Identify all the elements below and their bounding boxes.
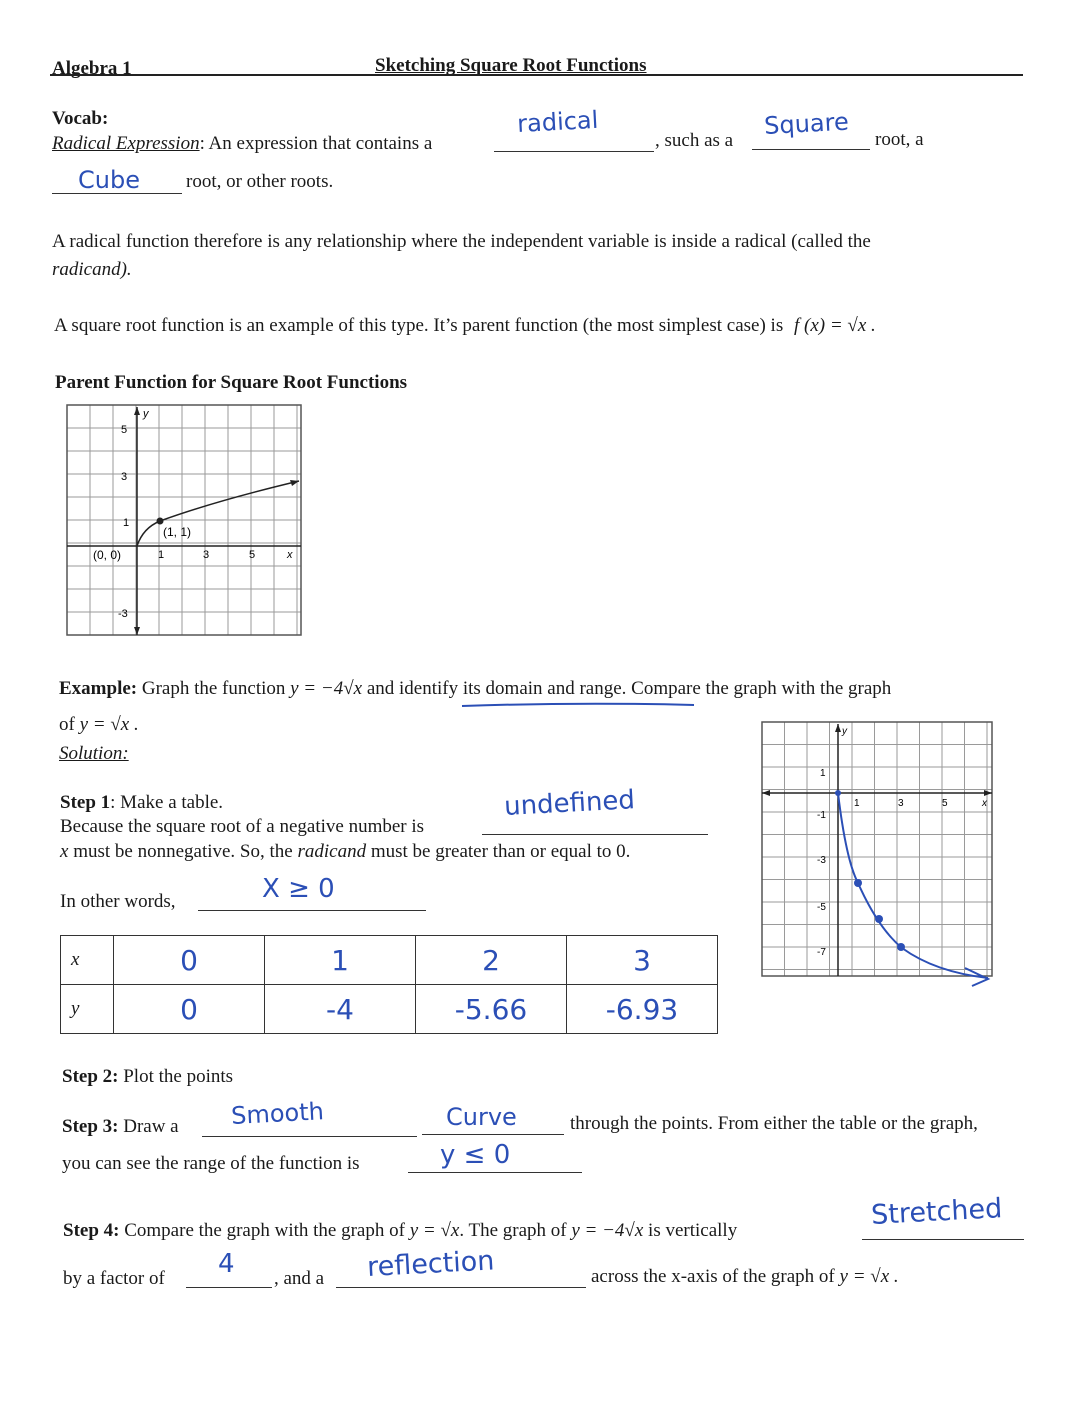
- step3-label: Step 3:: [62, 1116, 119, 1137]
- answer-reflection: reflection: [366, 1245, 496, 1283]
- step1-line1: [60, 792, 223, 814]
- step1-text: : Make a table.: [110, 792, 224, 813]
- example-graph: [760, 720, 995, 998]
- step3-text-c: you can see the range of the function is: [62, 1153, 360, 1174]
- vocab-text-c: root, a: [875, 129, 924, 150]
- radicand-text: radicand).: [52, 259, 132, 280]
- vocab-text-b: , such as a: [655, 130, 734, 151]
- step4-text-b: . The graph of: [459, 1220, 567, 1241]
- other-words-label: In other words,: [60, 891, 176, 912]
- step3-text-a: Draw a: [123, 1116, 179, 1137]
- example-tick-x1: 1: [854, 798, 860, 809]
- vocab-heading: Vocab:: [52, 108, 109, 129]
- vocab-text-a: : An expression that contains a: [199, 133, 433, 154]
- parent-y-label: y: [143, 408, 149, 420]
- step4-text-e: , and a: [274, 1268, 325, 1289]
- table-row-y: [61, 985, 718, 1034]
- square-root-text: [54, 315, 876, 337]
- blank-2: [752, 149, 870, 150]
- example-text-b: and identify its domain and range. Compare the graph with the graph: [366, 678, 892, 699]
- x-value-3: 3: [567, 936, 718, 985]
- x-var: x: [60, 841, 69, 862]
- radical-function-text: A radical function therefore is any relationship where the independent variable is inside a radical (called the: [52, 231, 871, 252]
- parent-tick-y3: 3: [121, 471, 128, 483]
- parent-function-heading: Parent Function for Square Root Functions: [55, 372, 408, 393]
- example-tick-yneg3: -3: [817, 855, 826, 866]
- y-header: y: [61, 985, 114, 1034]
- answer-square: Square: [763, 107, 850, 140]
- step2-text: Plot the points: [123, 1066, 234, 1087]
- example-tick-yneg5: -5: [817, 902, 826, 913]
- x-header: x: [61, 936, 114, 985]
- square-root-sentence: A square root function is an example of this type. It’s parent function (the most simplest case) is: [54, 315, 784, 336]
- y-value-3: -6.93: [567, 985, 718, 1034]
- step4-formula2: y = −4√x: [571, 1220, 644, 1241]
- blank-undefined: [482, 834, 708, 835]
- step4-formula3: y = √x .: [839, 1266, 899, 1287]
- step4-line2-end: [591, 1266, 899, 1288]
- blank-factor: [186, 1287, 272, 1288]
- x-value-1: 1: [265, 936, 416, 985]
- origin-label: (0, 0): [93, 548, 122, 562]
- vocab-line2: root, or other roots.: [186, 171, 334, 192]
- step4-label: Step 4:: [63, 1220, 120, 1241]
- point-label: (1, 1): [163, 525, 192, 539]
- radicand-word: radicand: [297, 841, 367, 862]
- parent-tick-yneg3: -3: [118, 608, 128, 620]
- step3-line1: [62, 1116, 179, 1138]
- vocab-term: Radical Expression: [52, 133, 200, 154]
- course-label: Algebra 1: [52, 58, 132, 79]
- blank-smooth: [202, 1136, 417, 1137]
- step2-label: Step 2:: [62, 1066, 119, 1087]
- step4-formula1: y = √x: [409, 1220, 460, 1241]
- parent-tick-y5: 5: [121, 424, 128, 436]
- xy-table: [60, 935, 718, 1034]
- y-value-2: -5.66: [416, 985, 567, 1034]
- identify-underline: [460, 700, 700, 710]
- table-row-x: [61, 936, 718, 985]
- parent-formula: f (x) = √x .: [793, 315, 876, 336]
- example-tick-x3: 3: [898, 798, 904, 809]
- blank-domain: [198, 910, 426, 911]
- parent-tick-x3: 3: [203, 549, 210, 561]
- example-tick-yneg7: -7: [817, 947, 826, 958]
- parent-tick-y1: 1: [123, 517, 130, 529]
- header-rule: [50, 74, 1023, 76]
- answer-radical: radical: [516, 105, 599, 138]
- step3-text-b: through the points. From either the table or the graph,: [570, 1113, 978, 1134]
- step1-line3: [60, 841, 630, 863]
- answer-stretched: Stretched: [870, 1193, 1003, 1231]
- answer-range: y ≤ 0: [440, 1140, 511, 1170]
- vocab-line1: [52, 133, 432, 155]
- example-tick-yneg1: -1: [817, 810, 826, 821]
- step4-text-a: Compare the graph with the graph of: [124, 1220, 405, 1241]
- parent-tick-x1: 1: [158, 549, 165, 561]
- example-formula: y = −4√x: [290, 678, 363, 699]
- answer-domain: X ≥ 0: [262, 874, 335, 904]
- example-x-label: x: [982, 798, 987, 809]
- solution-label: Solution:: [59, 743, 129, 764]
- example-formula2: y = √x .: [79, 714, 139, 735]
- y-value-1: -4: [265, 985, 416, 1034]
- blank-stretched: [862, 1239, 1024, 1240]
- example-text-a: Graph the function: [141, 678, 286, 699]
- blank-curve: [422, 1134, 564, 1135]
- example-tick-x5: 5: [942, 798, 948, 809]
- example-y-label: y: [842, 726, 847, 737]
- answer-undefined: undefined: [503, 785, 636, 822]
- step4-text-f: across the x-axis of the graph of: [591, 1266, 835, 1287]
- step1-line2: Because the square root of a negative number is: [60, 816, 425, 837]
- parent-x-label: x: [287, 549, 293, 561]
- blank-range: [408, 1172, 582, 1173]
- step2-line: [62, 1066, 233, 1088]
- example-line1: [59, 678, 891, 700]
- x-value-0: 0: [114, 936, 265, 985]
- worksheet-title: Sketching Square Root Functions: [375, 55, 647, 76]
- answer-cube: Cube: [78, 166, 140, 194]
- example-text-c: of: [59, 714, 75, 735]
- step1-text-d: must be greater than or equal to 0.: [370, 841, 631, 862]
- step4-text-d: by a factor of: [63, 1268, 165, 1289]
- answer-smooth: Smooth: [230, 1097, 325, 1130]
- step1-text-b: must be nonnegative. So, the: [73, 841, 293, 862]
- step4-line1: [63, 1220, 737, 1242]
- x-value-2: 2: [416, 936, 567, 985]
- answer-curve: Curve: [446, 1103, 517, 1131]
- blank-reflection: [336, 1287, 586, 1288]
- example-label: Example:: [59, 678, 138, 699]
- example-tick-y1: 1: [820, 768, 826, 779]
- example-line2: [59, 714, 139, 736]
- y-value-0: 0: [114, 985, 265, 1034]
- parent-function-graph: [65, 403, 305, 639]
- step4-text-c: is vertically: [648, 1220, 738, 1241]
- parent-tick-x5: 5: [249, 549, 256, 561]
- blank-1: [494, 151, 654, 152]
- step1-label: Step 1: [60, 792, 111, 813]
- answer-factor: 4: [218, 1249, 235, 1279]
